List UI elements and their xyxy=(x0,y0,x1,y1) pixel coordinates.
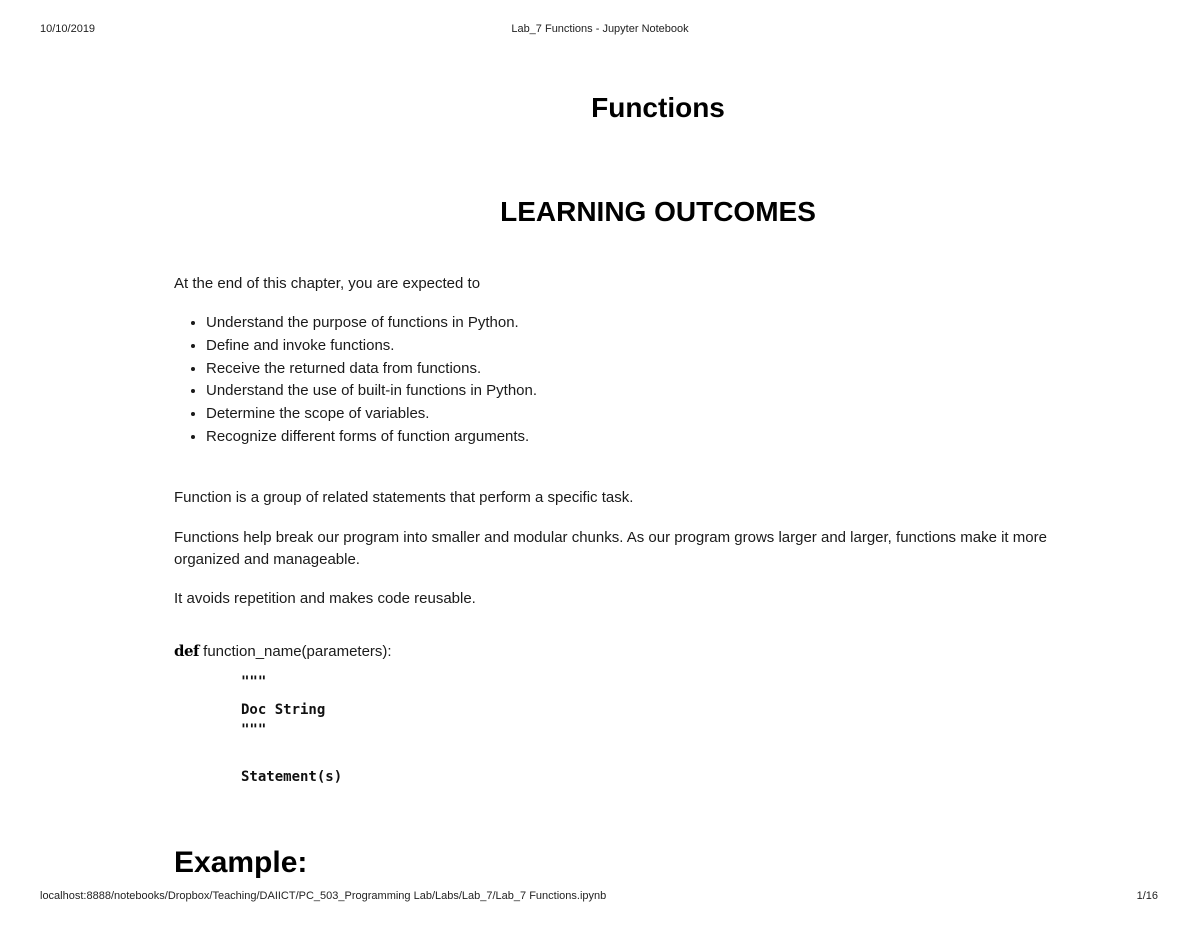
code-statements: Statement(s) xyxy=(241,769,343,785)
list-item: • Recognize different forms of function arguments. xyxy=(206,426,537,449)
code-docstring: Doc String xyxy=(241,702,326,718)
print-title: Lab_7 Functions - Jupyter Notebook xyxy=(511,23,689,35)
def-keyword: def xyxy=(174,642,199,660)
page-title: Functions xyxy=(591,92,725,123)
list-item: • Understand the use of built-in functions in Python. xyxy=(206,380,537,403)
code-quote-close: """ xyxy=(241,722,267,738)
outcomes-list xyxy=(174,312,537,449)
paragraph-definition: Function is a group of related statements that perform a specific task. xyxy=(174,489,634,506)
list-item: • Understand the purpose of functions in Python. xyxy=(206,312,537,335)
code-quote-open: """ xyxy=(241,674,267,690)
example-heading: Example: xyxy=(174,846,308,879)
print-url: localhost:8888/notebooks/Dropbox/Teaching/DAIICT/PC_503_Programming Lab/Labs/Lab_7/Lab_7 Functions.ipynb xyxy=(40,890,607,902)
paragraph-benefits: Functions help break our program into smaller and modular chunks. As our program grows larger and larger, functions make it more organized and manageable. xyxy=(174,529,1047,568)
def-signature: function_name(parameters): xyxy=(198,643,392,660)
list-item: • Receive the returned data from functions. xyxy=(206,358,537,381)
intro-text: At the end of this chapter, you are expected to xyxy=(174,275,481,292)
paragraph-reuse: It avoids repetition and makes code reusable. xyxy=(174,590,476,607)
def-syntax-line xyxy=(174,640,392,663)
list-item: • Determine the scope of variables. xyxy=(206,403,537,426)
print-date: 10/10/2019 xyxy=(40,23,96,35)
section-heading: LEARNING OUTCOMES xyxy=(500,196,816,227)
page-number: 1/16 xyxy=(1136,890,1158,902)
list-item: • Define and invoke functions. xyxy=(206,335,537,358)
